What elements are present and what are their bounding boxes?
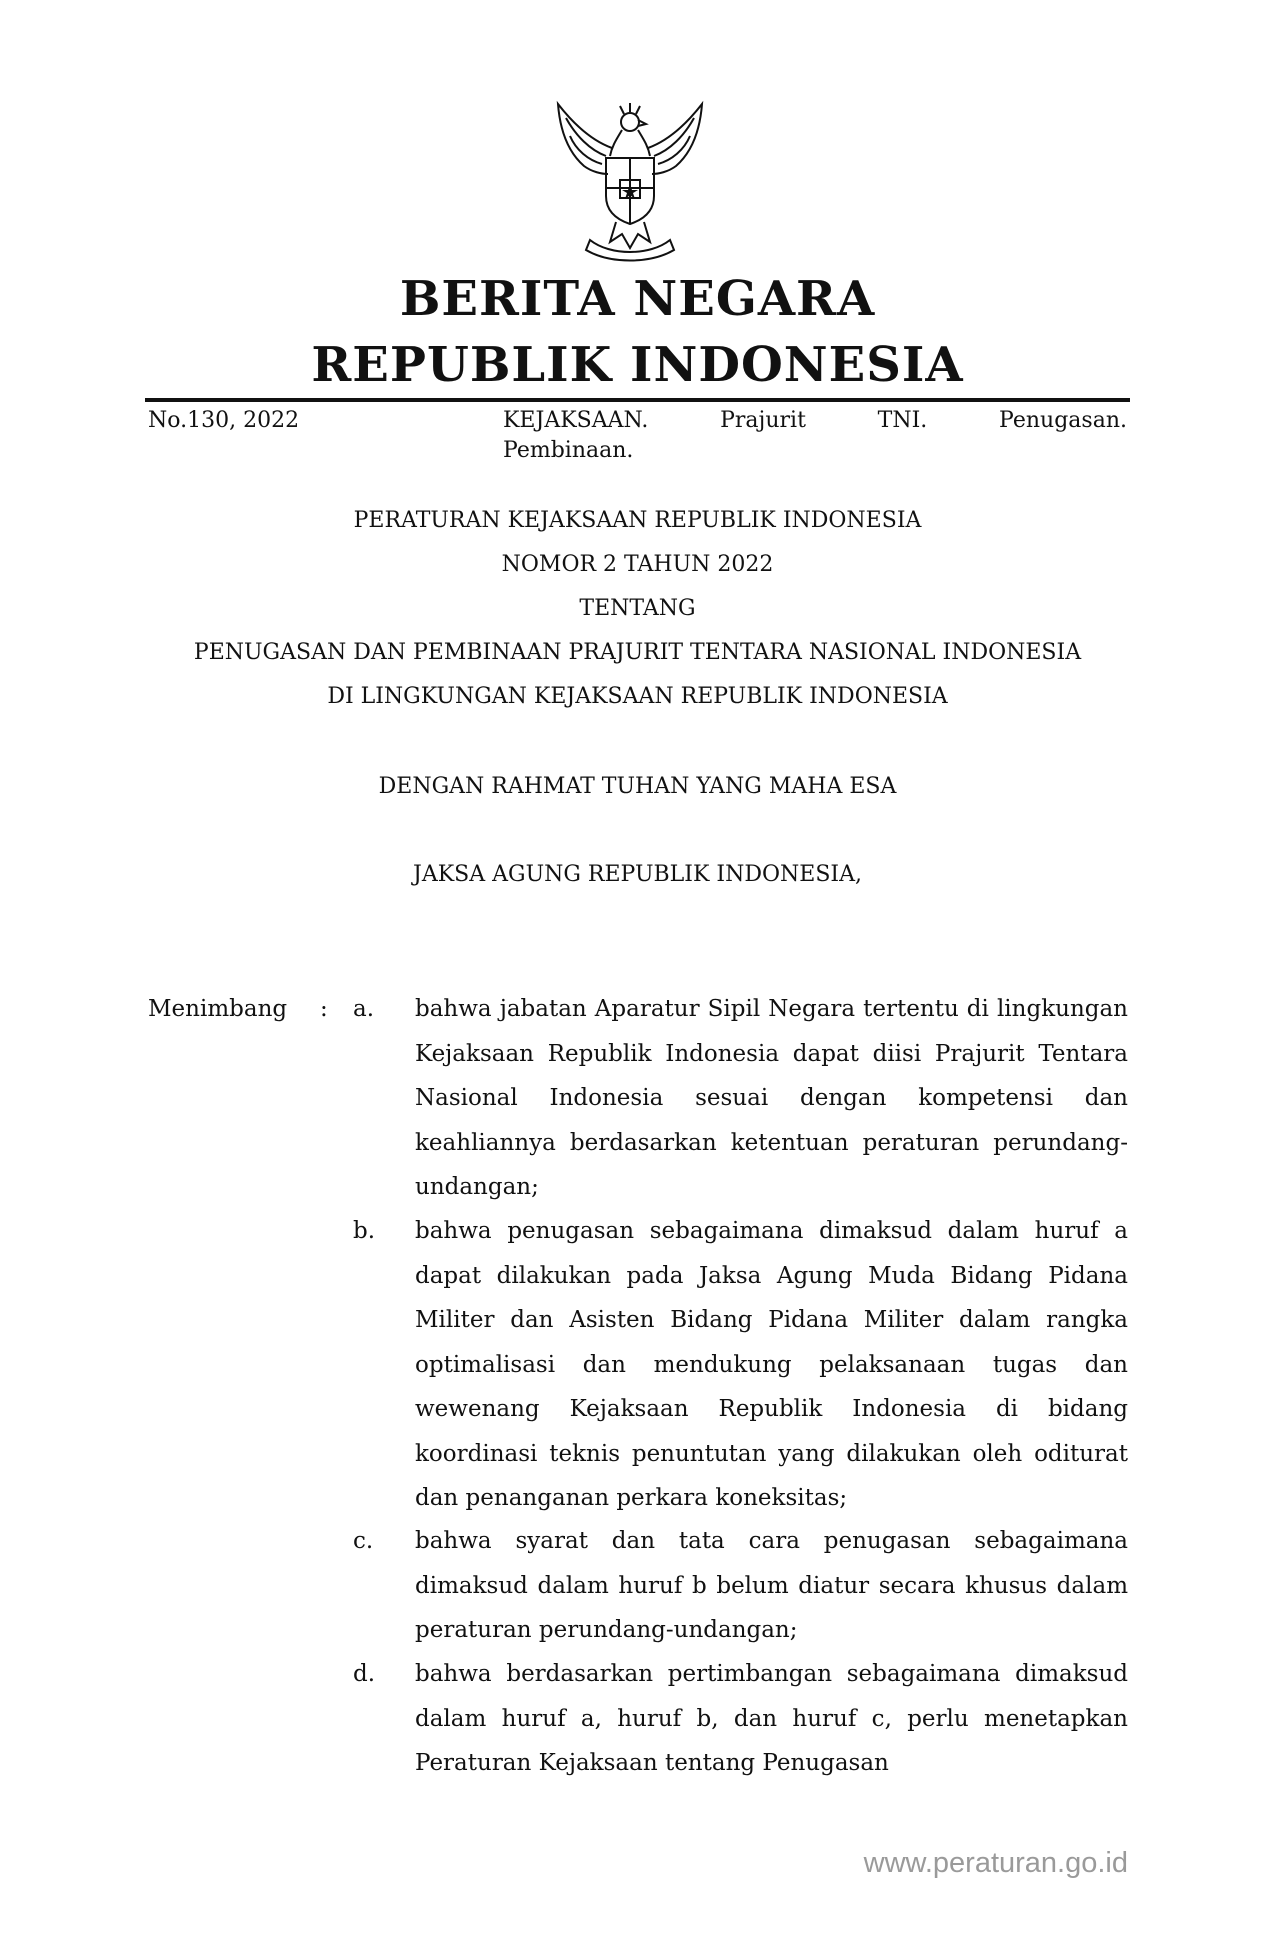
consideration-item: bahwa penugasan sebagaimana dimaksud dalam huruf a dapat dilakukan pada Jaksa Agung Muda Bidang Pidana Militer dan Asisten Bidang Pidana Militer dalam rangka optimalisasi dan mendukung pelaksanaan tugas dan wewenang Kejaksaan Republik Indonesia di bidang koordinasi teknis penuntutan yang dilakukan oleh oditurat dan penanganan perkara koneksitas;	[415, 1218, 1128, 1511]
consideration-item: bahwa jabatan Aparatur Sipil Negara tertentu di lingkungan Kejaksaan Republik Indonesia dapat diisi Prajurit Tentara Nasional Indonesia sesuai dengan kompetensi dan keahliannya berdasarkan ketentuan peraturan perundang-undangan;	[415, 996, 1128, 1200]
regulation-subject-line1: PENUGASAN DAN PEMBINAAN PRAJURIT TENTARA NASIONAL INDONESIA	[193, 640, 1082, 665]
item-letter: b.	[353, 1218, 376, 1244]
regulation-subject-line2: DI LINGKUNGAN KEJAKSAAN REPUBLIK INDONESIA	[327, 684, 948, 709]
regulation-number: NOMOR 2 TAHUN 2022	[501, 552, 774, 577]
menimbang-label: Menimbang	[148, 996, 288, 1022]
preamble-rahmat: DENGAN RAHMAT TUHAN YANG MAHA ESA	[378, 774, 897, 799]
consideration-item: bahwa syarat dan tata cara penugasan sebagaimana dimaksud dalam huruf b belum diatur secara khusus dalam peraturan perundang-undangan;	[415, 1528, 1128, 1643]
garuda-emblem-icon	[550, 100, 710, 265]
masthead-divider	[145, 398, 1130, 402]
gazette-subject: KEJAKSAAN. Prajurit TNI. Penugasan.	[503, 408, 1127, 433]
footer-url: www.peraturan.go.id	[863, 1847, 1128, 1879]
item-letter: c.	[353, 1528, 374, 1554]
gazette-subject-continued: Pembinaan.	[503, 438, 634, 463]
item-letter: d.	[353, 1661, 376, 1687]
regulation-tentang: TENTANG	[579, 596, 696, 621]
gazette-number: No.130, 2022	[148, 408, 300, 433]
masthead-title: BERITA NEGARA	[399, 271, 876, 327]
masthead-subtitle: REPUBLIK INDONESIA	[311, 337, 964, 393]
regulation-title: PERATURAN KEJAKSAAN REPUBLIK INDONESIA	[353, 508, 922, 533]
consideration-item: bahwa berdasarkan pertimbangan sebagaimana dimaksud dalam huruf a, huruf b, dan huruf c, perlu menetapkan Peraturan Kejaksaan tentang Penugasan	[415, 1661, 1128, 1776]
item-letter: a.	[353, 996, 375, 1022]
preamble-official: JAKSA AGUNG REPUBLIK INDONESIA,	[413, 862, 862, 887]
menimbang-colon: :	[320, 996, 328, 1022]
